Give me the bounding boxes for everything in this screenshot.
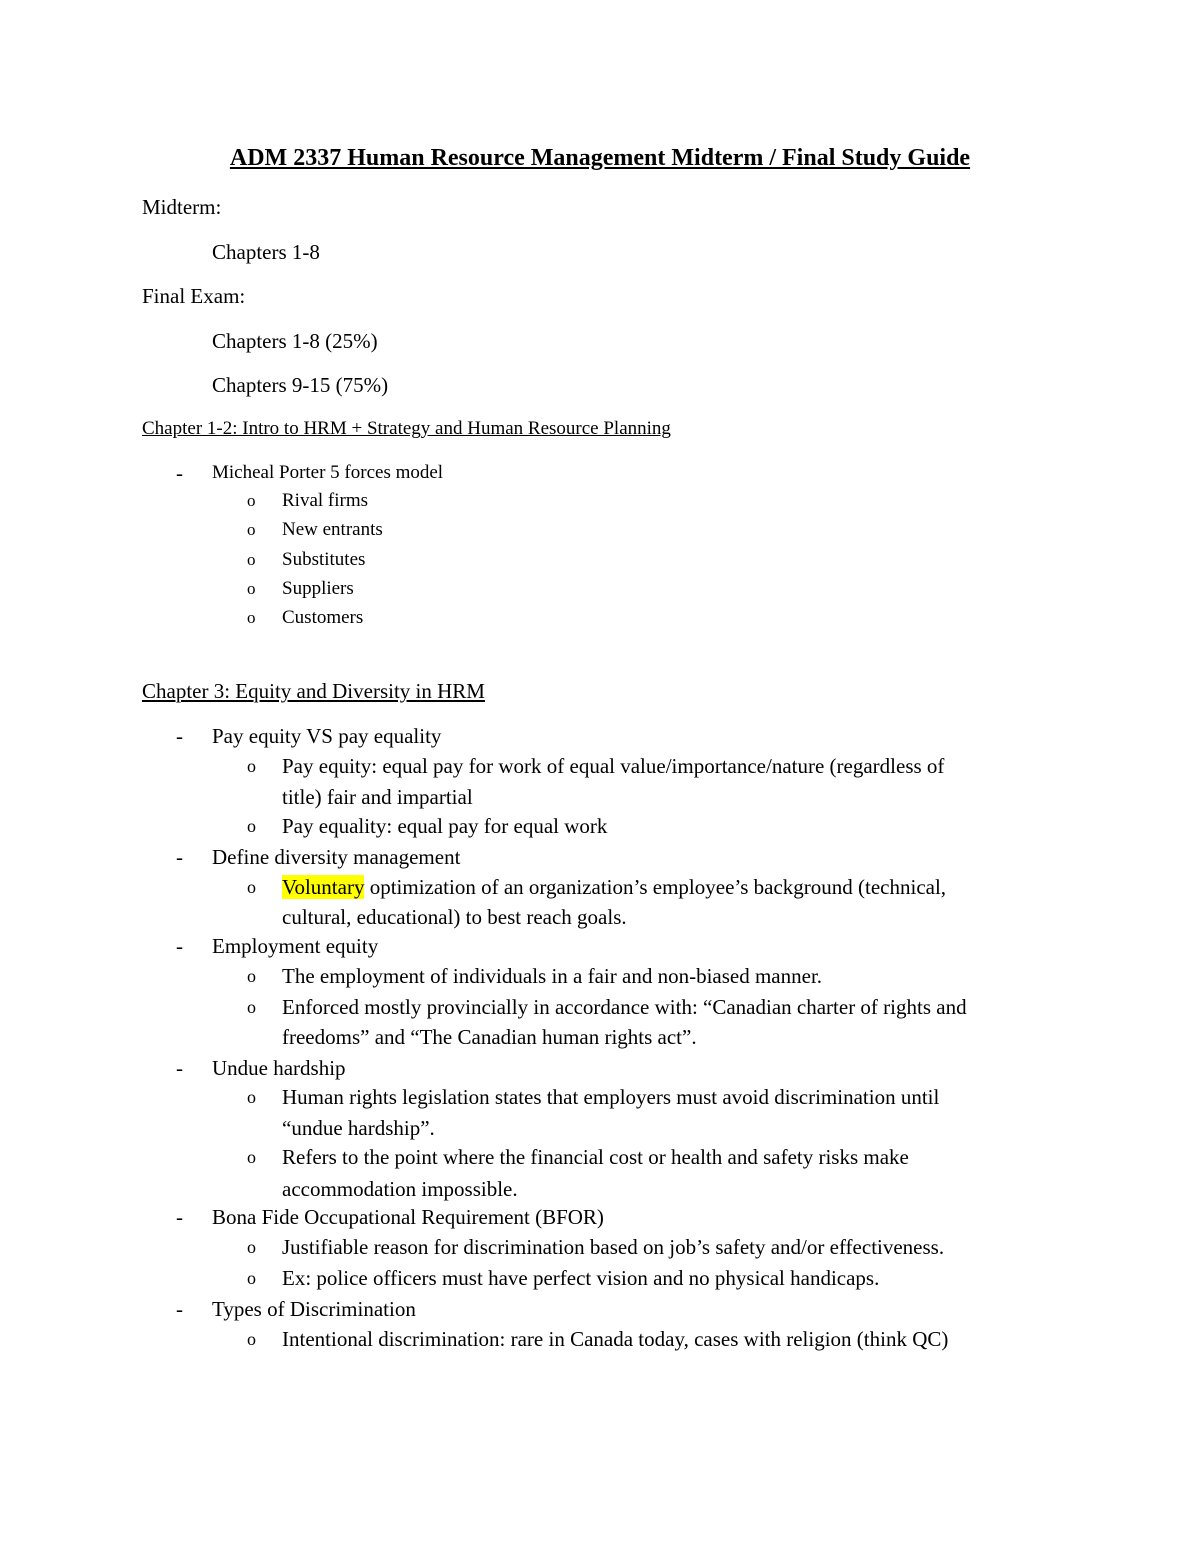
sub-item-employment-equity-1: The employment of individuals in a fair and non-biased manner.: [282, 964, 823, 988]
list-item-discrimination: Types of Discrimination: [212, 1297, 416, 1321]
sub-item-employment-equity-2-line2: freedoms” and “The Canadian human rights act”.: [282, 1025, 697, 1049]
force-item: Suppliers: [282, 578, 354, 599]
circle-bullet: o: [247, 608, 256, 627]
force-item: Rival firms: [282, 490, 369, 511]
circle-bullet: o: [247, 1147, 256, 1167]
final-exam-chapters-b: Chapters 9-15 (75%): [212, 373, 389, 397]
section-heading-ch3: Chapter 3: Equity and Diversity in HRM: [142, 679, 485, 703]
circle-bullet: o: [247, 1268, 256, 1288]
circle-bullet: o: [247, 1237, 256, 1257]
sub-item-undue-hardship-2-line1: Refers to the point where the financial cost or health and safety risks make: [282, 1145, 909, 1169]
list-item-diversity: Define diversity management: [212, 845, 461, 869]
list-item-undue-hardship: Undue hardship: [212, 1056, 346, 1080]
sub-item-discrimination-1: Intentional discrimination: rare in Canada today, cases with religion (think QC): [282, 1327, 949, 1351]
circle-bullet: o: [247, 579, 256, 598]
dash-bullet: -: [176, 1297, 183, 1321]
circle-bullet: o: [247, 816, 256, 836]
circle-bullet: o: [247, 877, 256, 897]
sub-item-undue-hardship-1-line1: Human rights legislation states that employers must avoid discrimination until: [282, 1085, 940, 1109]
sub-item-undue-hardship-1-line2: “undue hardship”.: [282, 1116, 435, 1140]
circle-bullet: o: [247, 1087, 256, 1107]
dash-bullet: -: [176, 934, 183, 958]
circle-bullet: o: [247, 550, 256, 569]
circle-bullet: o: [247, 966, 256, 986]
sub-item-pay-equality: Pay equality: equal pay for equal work: [282, 814, 608, 838]
circle-bullet: o: [247, 756, 256, 776]
sub-item-diversity-line1: [282, 872, 946, 902]
dash-bullet: -: [176, 724, 183, 748]
document-title: ADM 2337 Human Resource Management Midterm / Final Study Guide: [229, 145, 971, 171]
force-item: Customers: [282, 607, 364, 628]
sub-item-undue-hardship-2-line2: accommodation impossible.: [282, 1177, 518, 1201]
dash-bullet: -: [176, 461, 183, 485]
circle-bullet: o: [247, 520, 256, 539]
sub-item-diversity-line1-rest: optimization of an organization’s employee’s background (technical,: [364, 875, 947, 899]
dash-bullet: -: [176, 1205, 183, 1229]
circle-bullet: o: [247, 997, 256, 1017]
sub-item-bfor-1: Justifiable reason for discrimination based on job’s safety and/or effectiveness.: [282, 1235, 945, 1259]
midterm-chapters: Chapters 1-8: [212, 240, 320, 264]
sub-item-pay-equity-line2: title) fair and impartial: [282, 785, 473, 809]
sub-item-bfor-2: Ex: police officers must have perfect vision and no physical handicaps.: [282, 1266, 880, 1290]
final-exam-chapters-a: Chapters 1-8 (25%): [212, 329, 378, 353]
section-heading-ch1-2: Chapter 1-2: Intro to HRM + Strategy and Human Resource Planning: [142, 418, 671, 439]
force-item: Substitutes: [282, 549, 366, 570]
list-item-porter-model: Micheal Porter 5 forces model: [212, 462, 444, 483]
sub-item-diversity-line2: cultural, educational) to best reach goals.: [282, 905, 627, 929]
circle-bullet: o: [247, 1329, 256, 1349]
force-item: New entrants: [282, 519, 383, 540]
midterm-label: Midterm:: [142, 195, 222, 219]
sub-item-employment-equity-2-line1: Enforced mostly provincially in accordance with: “Canadian charter of rights and: [282, 995, 967, 1019]
list-item-employment-equity: Employment equity: [212, 934, 379, 958]
dash-bullet: -: [176, 845, 183, 869]
sub-item-pay-equity-line1: Pay equity: equal pay for work of equal value/importance/nature (regardless of: [282, 754, 945, 778]
list-item-pay-equity: Pay equity VS pay equality: [212, 724, 442, 748]
list-item-bfor: Bona Fide Occupational Requirement (BFOR): [212, 1205, 604, 1229]
dash-bullet: -: [176, 1056, 183, 1080]
final-exam-label: Final Exam:: [142, 284, 246, 308]
highlighted-text: Voluntary: [282, 875, 365, 899]
circle-bullet: o: [247, 491, 256, 510]
